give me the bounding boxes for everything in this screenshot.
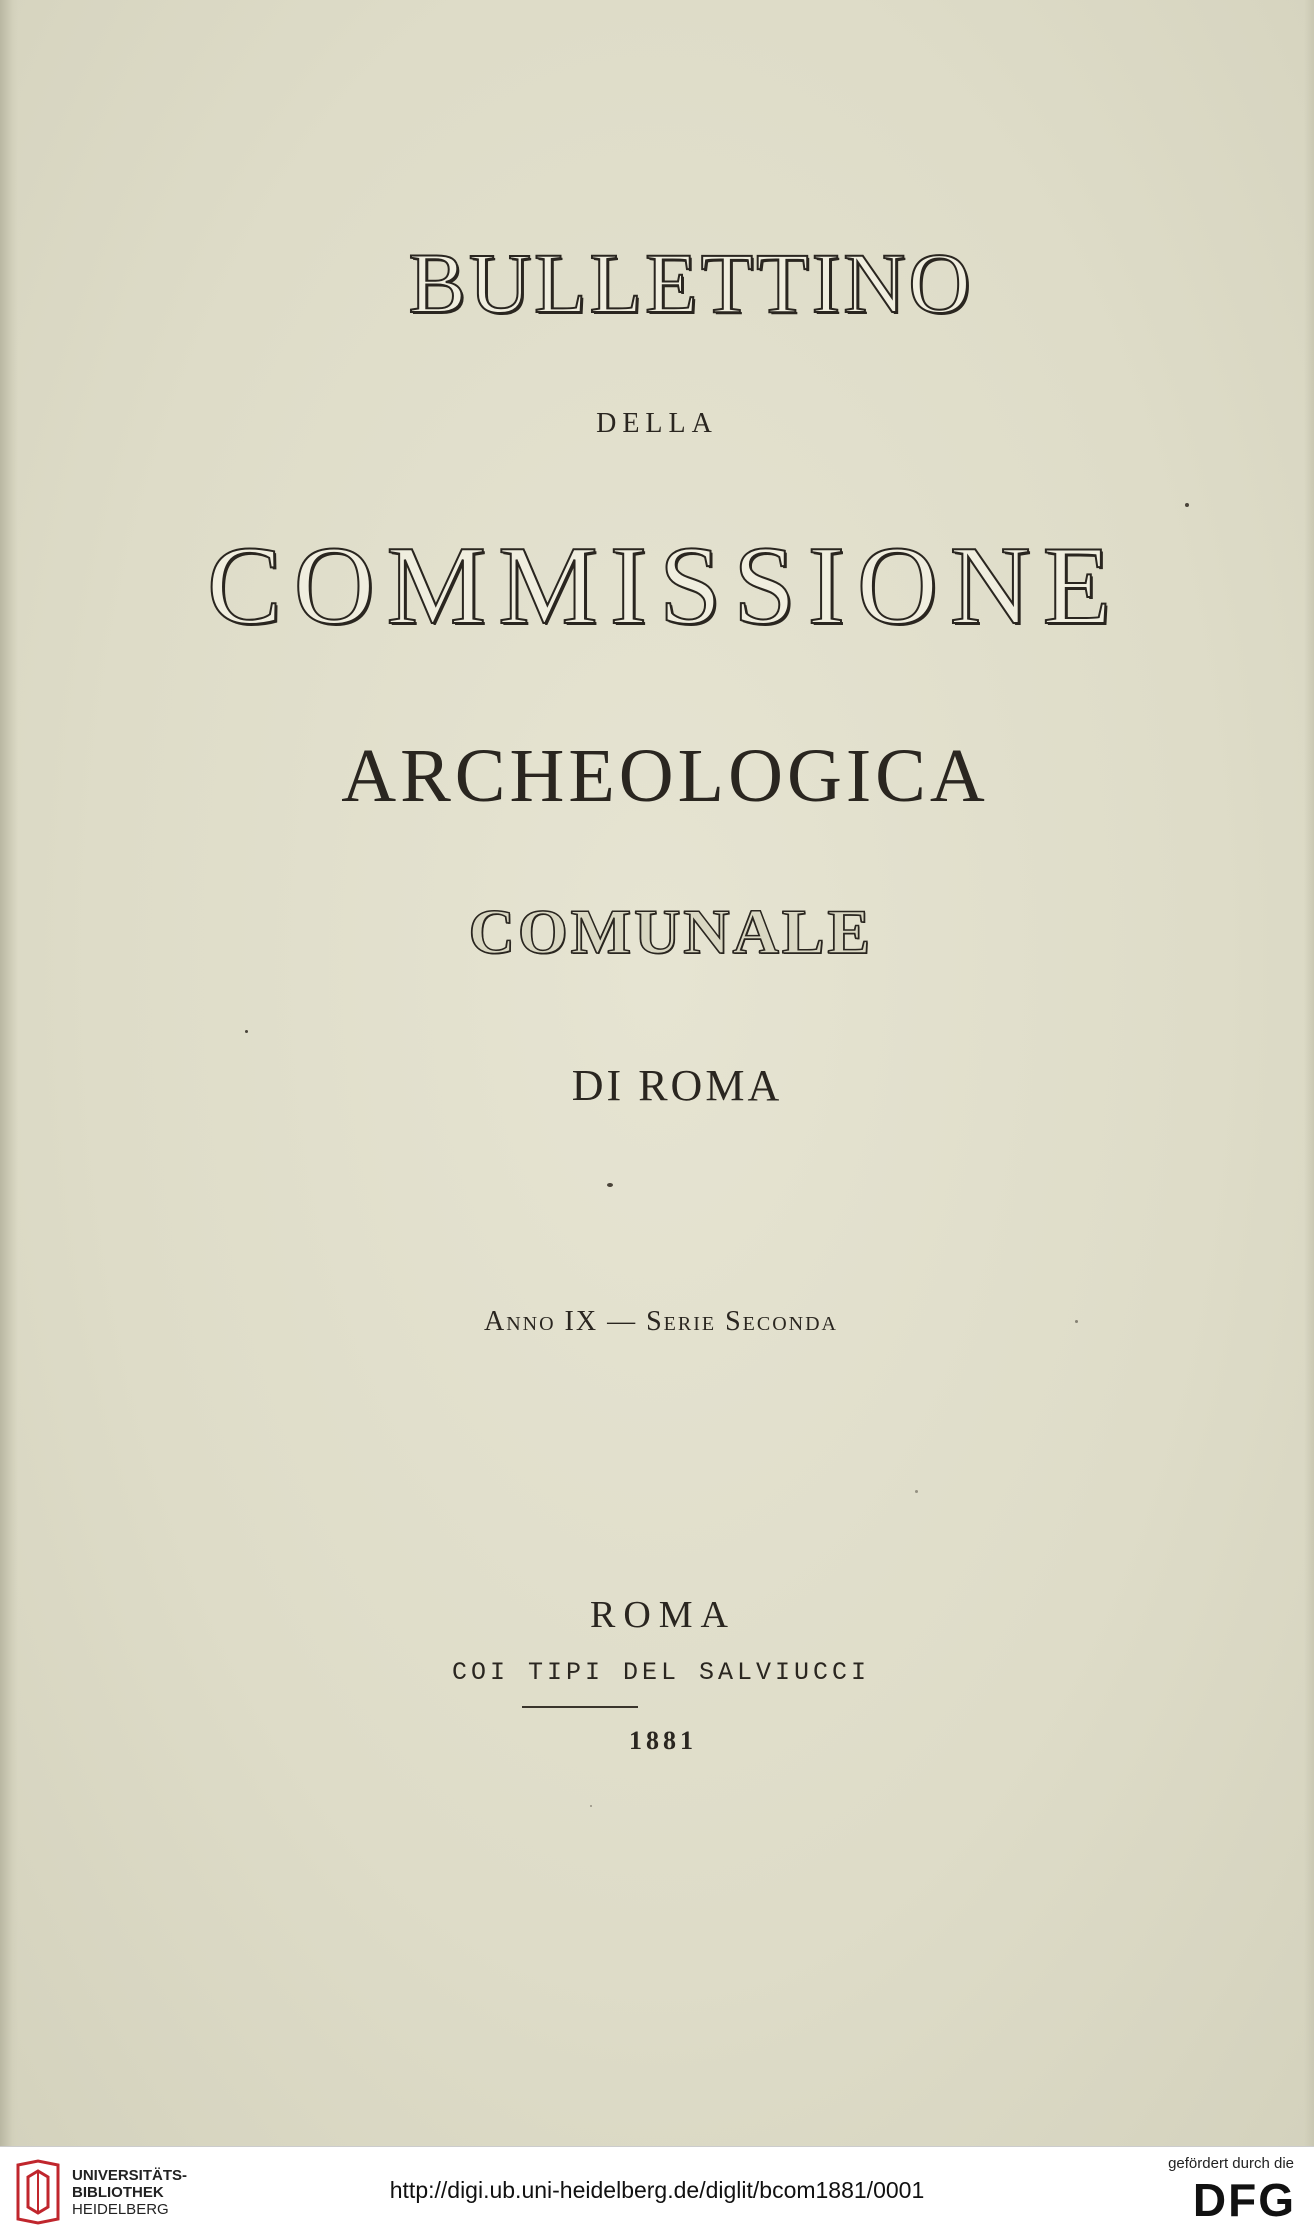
- volume-series-line: Anno IX — Serie Seconda: [483, 1306, 838, 1337]
- digitization-footer: [0, 2146, 1314, 2239]
- title-archeologica: ARCHEOLOGICA: [341, 734, 989, 818]
- imprint-year: 1881: [629, 1726, 697, 1755]
- paper-speck: [245, 1030, 248, 1033]
- library-line-1: UNIVERSITÄTS-: [72, 2167, 188, 2184]
- title-comunale: COMUNALE: [468, 896, 874, 967]
- paper-speck: [1185, 503, 1189, 507]
- title-di-roma: DI ROMA: [571, 1061, 783, 1110]
- funded-by-text: gefördert durch die: [1168, 2155, 1294, 2172]
- imprint-rule: [522, 1706, 638, 1708]
- paper-speck: [1075, 1320, 1078, 1323]
- paper-speck: [590, 1805, 592, 1807]
- title-della: DELLA: [596, 408, 718, 439]
- imprint-place: ROMA: [589, 1594, 737, 1636]
- paper-speck: [607, 1183, 613, 1187]
- library-line-3: HEIDELBERG: [72, 2201, 169, 2218]
- paper-speck: [915, 1490, 918, 1493]
- title-bullettino: BULLETTINO: [408, 235, 974, 331]
- imprint-printer: COI TIPI DEL SALVIUCCI: [451, 1658, 871, 1687]
- dfg-logo: DFG: [1192, 2174, 1296, 2226]
- page-binding-shadow: [0, 0, 18, 2146]
- library-line-2: BIBLIOTHEK: [72, 2184, 164, 2201]
- title-commissione: COMMISSIONE: [206, 524, 1124, 648]
- permalink-url[interactable]: http://digi.ub.uni-heidelberg.de/diglit/bcom1881/0001: [389, 2177, 925, 2203]
